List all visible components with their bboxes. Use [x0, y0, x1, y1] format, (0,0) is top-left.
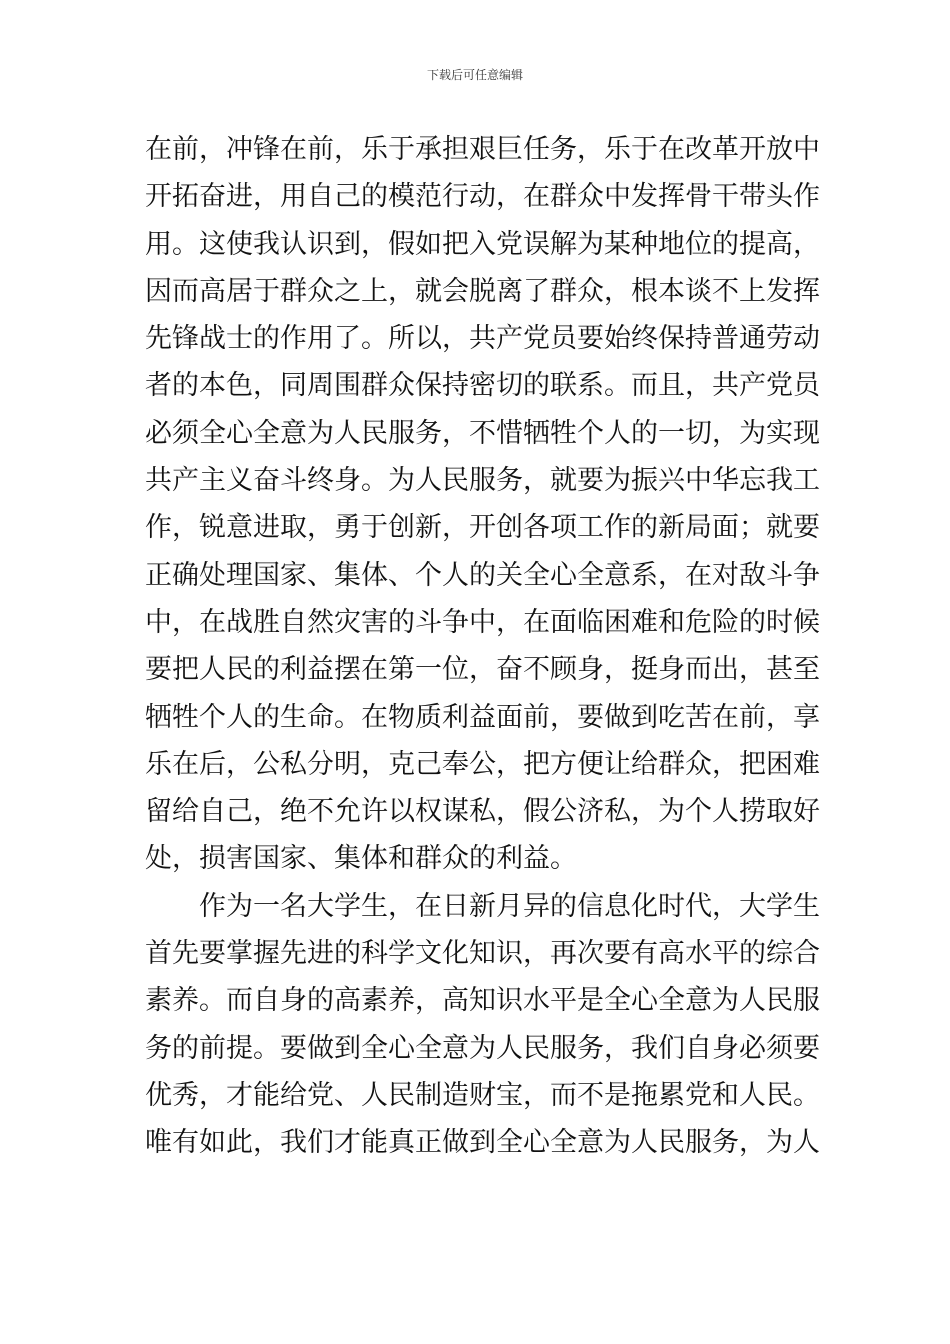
- text-line: 先锋战士的作用了。所以，共产党员要始终保持普通劳动: [145, 323, 820, 355]
- header-note: 下载后可任意编辑: [426, 68, 523, 82]
- text-line: 留给自己，绝不允许以权谋私，假公济私，为个人捞取好: [145, 796, 820, 828]
- text-line: 开拓奋进，用自己的模范行动，在群众中发挥骨干带头作: [145, 181, 820, 213]
- text-line: 处，损害国家、集体和群众的利益。: [145, 843, 577, 875]
- text-line: 牺牲个人的生命。在物质利益面前，要做到吃苦在前，享: [145, 701, 820, 733]
- text-line: 乐在后，公私分明，克己奉公，把方便让给群众，把困难: [145, 748, 820, 780]
- text-line: 素养。而自身的高素养，高知识水平是全心全意为人民服: [145, 985, 820, 1017]
- text-line: 唯有如此，我们才能真正做到全心全意为人民服务，为人: [145, 1127, 820, 1159]
- text-line: 在前，冲锋在前，乐于承担艰巨任务，乐于在改革开放中: [145, 134, 820, 165]
- text-line: 中，在战胜自然灾害的斗争中，在面临困难和危险的时候: [145, 606, 820, 638]
- text-line: 必须全心全意为人民服务，不惜牺牲个人的一切，为实现: [145, 417, 820, 449]
- text-line: 者的本色，同周围群众保持密切的联系。而且，共产党员: [145, 370, 820, 402]
- text-line: 务的前提。要做到全心全意为人民服务，我们自身必须要: [145, 1032, 820, 1064]
- text-line: 首先要掌握先进的科学文化知识，再次要有高水平的综合: [145, 938, 820, 970]
- text-line: 要把人民的利益摆在第一位，奋不顾身，挺身而出，甚至: [145, 654, 820, 686]
- body-text: [145, 126, 820, 1167]
- text-line: 作为一名大学生，在日新月异的信息化时代，大学生: [145, 890, 820, 922]
- text-line: 作，锐意进取，勇于创新，开创各项工作的新局面；就要: [145, 512, 820, 544]
- text-line: 正确处理国家、集体、个人的关全心全意系，在对敌斗争: [145, 559, 820, 591]
- text-line: 共产主义奋斗终身。为人民服务，就要为振兴中华忘我工: [145, 465, 820, 497]
- text-line: 用。这使我认识到，假如把入党误解为某种地位的提高，: [145, 228, 820, 260]
- text-line: 因而高居于群众之上，就会脱离了群众，根本谈不上发挥: [145, 275, 820, 307]
- text-line: 优秀，才能给党、人民制造财宝，而不是拖累党和人民。: [145, 1079, 820, 1111]
